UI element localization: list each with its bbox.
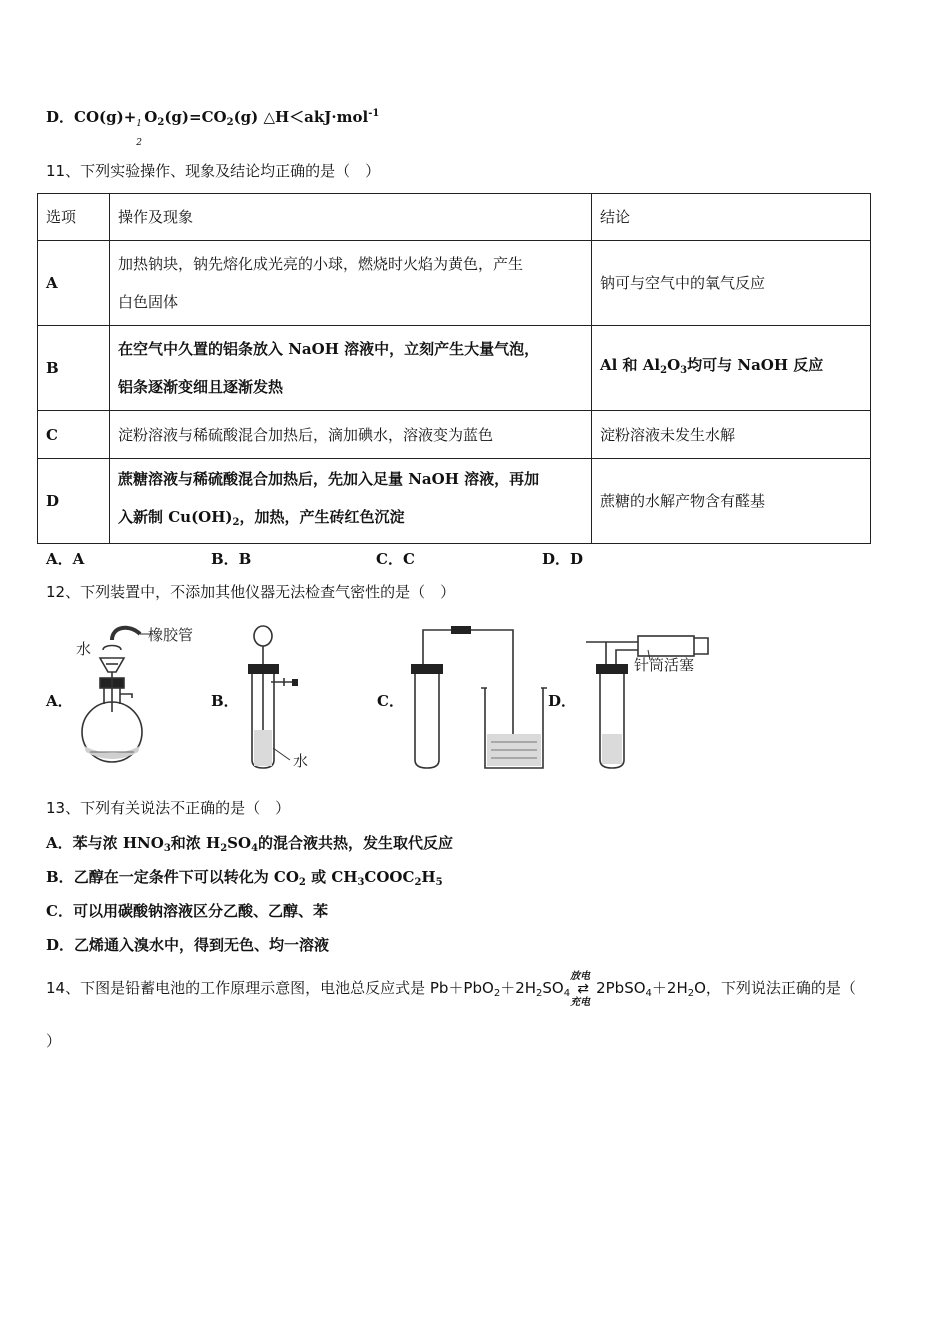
row-option: A	[38, 241, 110, 326]
row-operation: 加热钠块，钠先熔化成光亮的小球，燃烧时火焰为黄色，产生 白色固体	[110, 241, 592, 326]
q11-answer-b: B．B	[211, 550, 252, 568]
header-operation: 操作及现象	[110, 194, 592, 241]
q12-label-c: C．	[377, 692, 404, 710]
reversible-arrow: 放电 ⇄ 充电	[570, 971, 591, 1008]
fig-d-syringe-label: 针筒活塞	[634, 656, 695, 674]
q12-label-b: B．	[211, 692, 239, 710]
row-conclusion: Al 和 $Al_2O_3$均可与 NaOH 反应	[592, 326, 871, 411]
row-operation: 淀粉溶液与稀硫酸混合加热后，滴加碘水，溶液变为蓝色	[110, 411, 592, 459]
row-option: D	[38, 459, 110, 544]
apparatus-a-figure	[70, 620, 210, 775]
q11-stem: 11、下列实验操作、现象及结论均正确的是（ ）	[46, 162, 381, 180]
row-conclusion: 钠可与空气中的氧气反应	[592, 241, 871, 326]
row-conclusion: 淀粉溶液未发生水解	[592, 411, 871, 459]
apparatus-d-figure	[578, 620, 728, 775]
table-row	[38, 326, 871, 411]
row-option: C	[38, 411, 110, 459]
row-operation: 在空气中久置的铝条放入 NaOH 溶液中，立刻产生大量气泡， 铝条逐渐变细且逐渐发热	[110, 326, 592, 411]
header-option: 选项	[38, 194, 110, 241]
q12-label-a: A．	[46, 692, 73, 710]
fig-b-water-label: 水	[293, 752, 309, 770]
apparatus-b-figure	[238, 620, 328, 775]
apparatus-c-figure	[405, 620, 555, 775]
q13-option-b: B．乙醇在一定条件下可以转化为 $CO_2$ 或 $CH_3COOC_2H_5$	[46, 868, 443, 888]
q13-option-c: C．可以用碳酸钠溶液区分乙酸、乙醇、苯	[46, 902, 328, 920]
q11-table	[37, 193, 871, 544]
row-option: B	[38, 326, 110, 411]
q13-option-d: D．乙烯通入溴水中，得到无色、均一溶液	[46, 936, 330, 954]
table-row	[38, 411, 871, 459]
header-conclusion: 结论	[592, 194, 871, 241]
q13-option-a: A．苯与浓 $HNO_3$和浓 $H_2SO_4$的混合液共热，发生取代反应	[46, 834, 454, 854]
q14-close-paren: ）	[46, 1032, 62, 1050]
fig-a-water-label: 水	[76, 640, 92, 658]
row-conclusion: 蔗糖的水解产物含有醛基	[592, 459, 871, 544]
q13-stem: 13、下列有关说法不正确的是（ ）	[46, 799, 291, 817]
q12-label-d: D．	[548, 692, 577, 710]
table-row	[38, 459, 871, 544]
table-header-row	[38, 194, 871, 241]
row-operation: 蔗糖溶液与稀硫酸混合加热后，先加入足量 NaOH 溶液，再加 入新制 $Cu(OH)_2$，加热，产生砖红色沉淀	[110, 459, 592, 544]
q12-stem: 12、下列装置中，不添加其他仪器无法检查气密性的是（ ）	[46, 583, 456, 601]
q11-answer-d: D．D	[542, 550, 584, 568]
q10-option-d: D．CO(g)+ 1 2 $O_2(g)=CO_2(g)$ △H＜akJ·mol$^{-1}$	[46, 108, 380, 148]
fig-a-tube-label: 橡胶管	[148, 626, 194, 644]
q11-answer-a: A．A	[46, 550, 85, 568]
q14-stem: 14、下图是铅蓄电池的工作原理示意图，电池总反应式是 $Pb+PbO_2+2H_2SO_4$ 放电 ⇄ 充电 $2PbSO_4+2H_2O$，下列说法正确的是（	[46, 971, 856, 1008]
q11-answer-c: C．C	[376, 550, 415, 568]
table-row	[38, 241, 871, 326]
